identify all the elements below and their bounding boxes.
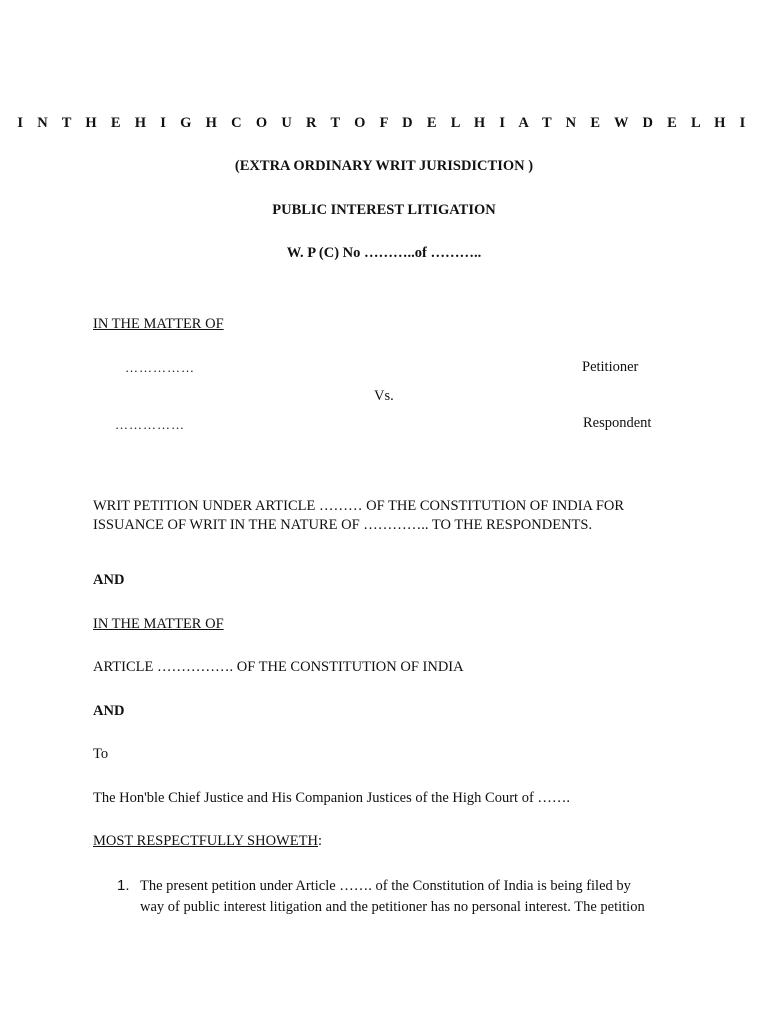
- addressee-line: The Hon'ble Chief Justice and His Companion Justices of the High Court of …….: [93, 790, 571, 806]
- paragraph-1-line-1: The present petition under Article ……. of the Constitution of India is being filed by: [140, 878, 631, 894]
- versus-label: Vs.: [374, 388, 394, 404]
- matter-heading-2: IN THE MATTER OF: [93, 616, 224, 632]
- writ-petition-line-2: ISSUANCE OF WRIT IN THE NATURE OF ………….. TO THE RESPONDENTS.: [93, 517, 593, 533]
- court-title: I N T H E H I G H C O U R T O F D E L H I A T N E W D E L H I: [17, 115, 751, 131]
- showeth-heading: [93, 833, 322, 850]
- jurisdiction-heading: (EXTRA ORDINARY WRIT JURISDICTION ): [234, 158, 534, 174]
- article-line: ARTICLE ……………. OF THE CONSTITUTION OF INDIA: [93, 659, 464, 675]
- to-label: To: [93, 746, 109, 762]
- paragraph-1-line-2: way of public interest litigation and the petitioner has no personal interest. The petition: [140, 899, 645, 915]
- litigation-type-heading: PUBLIC INTEREST LITIGATION: [272, 202, 496, 218]
- and-connector-2: AND: [93, 703, 125, 719]
- petition-number: W. P (C) No ………..of ………..: [286, 245, 482, 261]
- petitioner-name-blank: ……………: [125, 360, 195, 375]
- showeth-heading-text: MOST RESPECTFULLY SHOWETH: [93, 833, 318, 849]
- respondent-label: Respondent: [583, 415, 652, 431]
- paragraph-number: 1.: [117, 877, 130, 894]
- respondent-name-blank: ……………: [115, 417, 185, 432]
- writ-petition-line-1: WRIT PETITION UNDER ARTICLE ……… OF THE CONSTITUTION OF INDIA FOR: [93, 498, 625, 514]
- matter-heading-1: IN THE MATTER OF: [93, 316, 224, 332]
- and-connector-1: AND: [93, 572, 125, 588]
- petitioner-label: Petitioner: [582, 359, 639, 375]
- showeth-colon: :: [317, 833, 322, 849]
